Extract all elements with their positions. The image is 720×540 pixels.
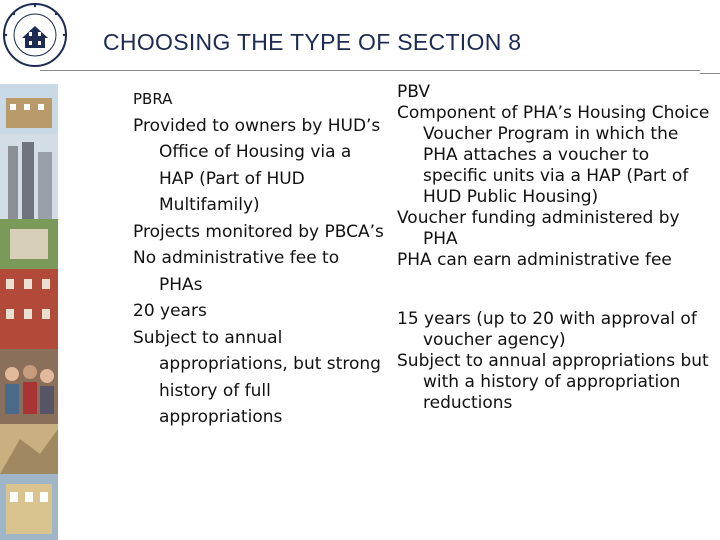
- pbra-item-1: Provided to owners by HUD’s Office of Housing via a HAP (Part of HUD Multifamily): [133, 115, 381, 215]
- pbv-item-2: Voucher funding administered by PHA: [397, 208, 680, 249]
- pbv-item-3: PHA can earn administrative fee: [397, 250, 672, 270]
- housing-photo-strip: [0, 84, 58, 540]
- pbv-item-5: Subject to annual appropriations but with a history of appropriation reductions: [397, 351, 709, 413]
- pbra-item-5: Subject to annual appropriations, but strong history of full appropriations: [133, 327, 381, 427]
- pbra-item-3: No administrative fee to PHAs: [133, 248, 340, 295]
- title-divider: [40, 70, 700, 71]
- pbra-item-2: Projects monitored by PBCA’s: [133, 221, 384, 242]
- pbv-item-4: 15 years (up to 20 with approval of voucher agency): [397, 309, 697, 350]
- slide-title: CHOOSING THE TYPE OF SECTION 8: [103, 29, 522, 55]
- pbv-heading: PBV: [397, 82, 431, 102]
- pbv-column: [397, 82, 715, 414]
- pbra-column: [133, 86, 388, 431]
- pbra-heading: PBRA: [133, 90, 173, 108]
- title-divider-end: [700, 73, 720, 74]
- pbv-spacer: [397, 271, 715, 309]
- pbv-item-1: Component of PHA’s Housing Choice Voucher Program in which the PHA attaches a voucher to specific units via a HAP (Part of HUD Public Housing): [397, 103, 710, 207]
- pbra-item-4: 20 years: [133, 301, 207, 321]
- hud-seal-logo: [2, 2, 68, 68]
